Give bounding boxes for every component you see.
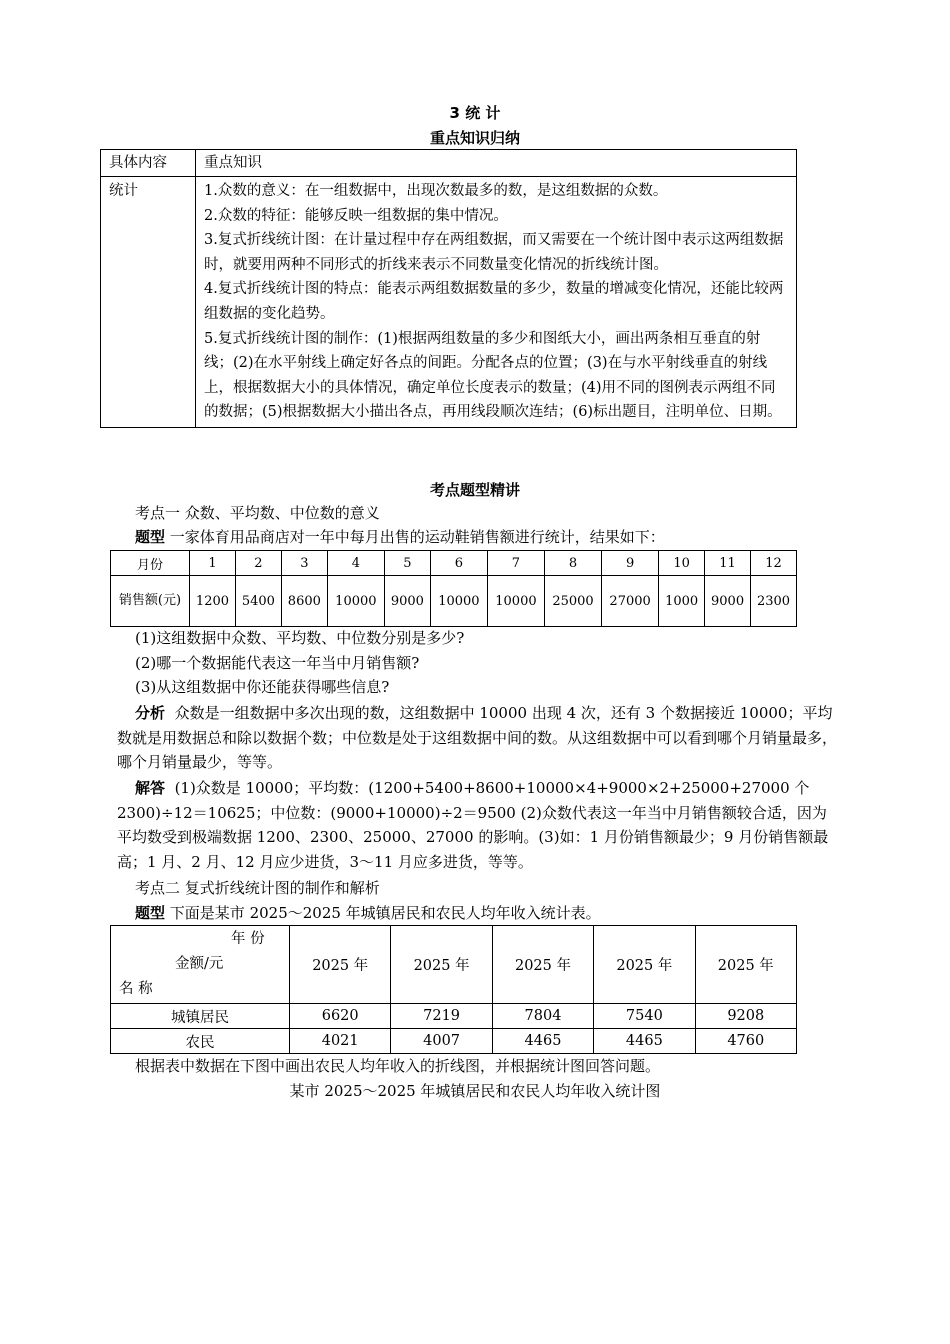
question-label: 题型 [135, 904, 166, 922]
month-cell: 1 [190, 551, 236, 576]
sales-cell: 5400 [235, 576, 281, 627]
row-name: 城镇居民 [111, 1004, 290, 1029]
answer-text: (1)众数是 10000；平均数：(1200+5400+8600+10000×4+9000×2+25000+27000 个 2300)÷12＝10625；中位数：(9000+10000)÷2＝9500 (2)众数代表这一年当中月销售额较合适，因为平均数受到极端数据 1200、2300、25000、27000 的影响。(3)如：1 月份销售额最少；9 月份销售额最高；1 月、2 月、12 月应少进货，3～11 月应多进货，等等。 [117, 779, 829, 872]
knowledge-item: 2.众数的特征：能够反映一组数据的集中情况。 [204, 207, 508, 224]
year-header: 2025 年 [695, 926, 796, 1004]
income-cell: 4465 [594, 1029, 695, 1054]
income-cell: 7804 [492, 1004, 593, 1029]
urban-row [111, 1004, 797, 1029]
section-heading: 考点题型精讲 [429, 481, 520, 499]
sales-cell: 2300 [751, 576, 797, 627]
month-cell: 10 [659, 551, 705, 576]
income-cell: 7219 [391, 1004, 492, 1029]
month-cell: 9 [602, 551, 659, 576]
sales-cell: 25000 [544, 576, 601, 627]
answer-label: 解答 [135, 779, 166, 797]
analysis-paragraph [117, 701, 837, 775]
diag-year-label: 年 份 [231, 931, 265, 947]
analysis-label: 分析 [135, 704, 166, 722]
knowledge-content [196, 177, 797, 428]
knowledge-row-label: 统计 [101, 177, 196, 428]
sales-cell: 9000 [705, 576, 751, 627]
farmer-row [111, 1029, 797, 1054]
year-header: 2025 年 [391, 926, 492, 1004]
income-cell: 4465 [492, 1029, 593, 1054]
chart-caption: 某市 2025～2025 年城镇居民和农民人均年收入统计图 [289, 1082, 661, 1100]
year-header: 2025 年 [290, 926, 391, 1004]
diag-name-label: 名 称 [119, 981, 153, 997]
sales-table [110, 550, 797, 627]
sales-row [111, 576, 797, 627]
sub-question: (1)这组数据中众数、平均数、中位数分别是多少? (2)哪一个数据能代表这一年当中月销售额? (3)从这组数据中你还能获得哪些信息? [135, 629, 465, 697]
month-cell: 11 [705, 551, 751, 576]
knowledge-item: 4.复式折线统计图的特点：能表示两组数据数量的多少，数量的增减变化情况，还能比较两组数据的变化趋势。 [204, 281, 784, 322]
year-header: 2025 年 [492, 926, 593, 1004]
page-title: 3 统 计 [449, 104, 501, 122]
knowledge-item: 5.复式折线统计图的制作：(1)根据两组数量的多少和图纸大小，画出两条相互垂直的射线；(2)在水平射线上确定好各点的间距。分配各点的位置；(3)在与水平射线垂直的射线上，根据数据大小的具体情况，确定单位长度表示的数量；(4)用不同的图例表示两组不同的数据；(5)根据数据大小描出各点，再用线段顺次连结；(6)标出题目，注明单位、日期。 [204, 330, 782, 421]
month-cell: 2 [235, 551, 281, 576]
sales-cell: 10000 [487, 576, 544, 627]
diag-amount-label: 金额/元 [175, 956, 224, 972]
sales-cell: 10000 [430, 576, 487, 627]
point1-title: 考点一 众数、平均数、中位数的意义 [135, 504, 380, 522]
sales-cell: 1000 [659, 576, 705, 627]
knowledge-heading: 重点知识归纳 [429, 129, 520, 147]
knowledge-col1-header: 具体内容 [101, 150, 196, 177]
knowledge-table [100, 149, 797, 428]
analysis-text: 众数是一组数据中多次出现的数，这组数据中 10000 出现 4 次，还有 3 个数据接近 10000；平均数就是用数据总和除以数据个数；中位数是处于这组数据中间的数。从这组数据中可以看到哪个月销量最多，哪个月销量最少，等等。 [117, 704, 838, 772]
income-cell: 4021 [290, 1029, 391, 1054]
month-cell: 12 [751, 551, 797, 576]
sales-cell: 27000 [602, 576, 659, 627]
knowledge-item: 1.众数的意义：在一组数据中，出现次数最多的数，是这组数据的众数。 [204, 183, 668, 199]
sales-cell: 8600 [281, 576, 327, 627]
sales-cell: 9000 [384, 576, 430, 627]
month-cell: 6 [430, 551, 487, 576]
month-cell: 3 [281, 551, 327, 576]
question-label: 题型 [135, 528, 166, 546]
question-text: 一家体育用品商店对一年中每月出售的运动鞋销售额进行统计，结果如下： [169, 528, 665, 546]
month-cell: 4 [327, 551, 384, 576]
question-text: 下面是某市 2025～2025 年城镇居民和农民人均年收入统计表。 [169, 904, 601, 922]
knowledge-col2-header: 重点知识 [196, 150, 797, 177]
sales-label: 销售额(元) [111, 576, 190, 627]
income-header-row [111, 926, 797, 1004]
point2-title: 考点二 复式折线统计图的制作和解析 [135, 879, 380, 897]
month-cell: 8 [544, 551, 601, 576]
point1-question [117, 525, 837, 550]
row-name: 农民 [111, 1029, 290, 1054]
months-label: 月份 [111, 551, 190, 576]
income-cell: 4760 [695, 1029, 796, 1054]
month-cell: 7 [487, 551, 544, 576]
income-cell: 4007 [391, 1029, 492, 1054]
instruction-text: 根据表中数据在下图中画出农民人均年收入的折线图，并根据统计图回答问题。 [135, 1057, 661, 1075]
income-cell: 7540 [594, 1004, 695, 1029]
year-header: 2025 年 [594, 926, 695, 1004]
income-table [110, 925, 797, 1054]
diagonal-header-cell [111, 926, 290, 1004]
month-cell: 5 [384, 551, 430, 576]
point2-question [117, 901, 837, 926]
income-cell: 6620 [290, 1004, 391, 1029]
answer-paragraph [117, 776, 837, 875]
income-cell: 9208 [695, 1004, 796, 1029]
sales-cell: 10000 [327, 576, 384, 627]
sales-cell: 1200 [190, 576, 236, 627]
months-row [111, 551, 797, 576]
knowledge-item: 3.复式折线统计图：在计量过程中存在两组数据，而又需要在一个统计图中表示这两组数据时，就要用两种不同形式的折线来表示不同数量变化情况的折线统计图。 [204, 232, 784, 273]
